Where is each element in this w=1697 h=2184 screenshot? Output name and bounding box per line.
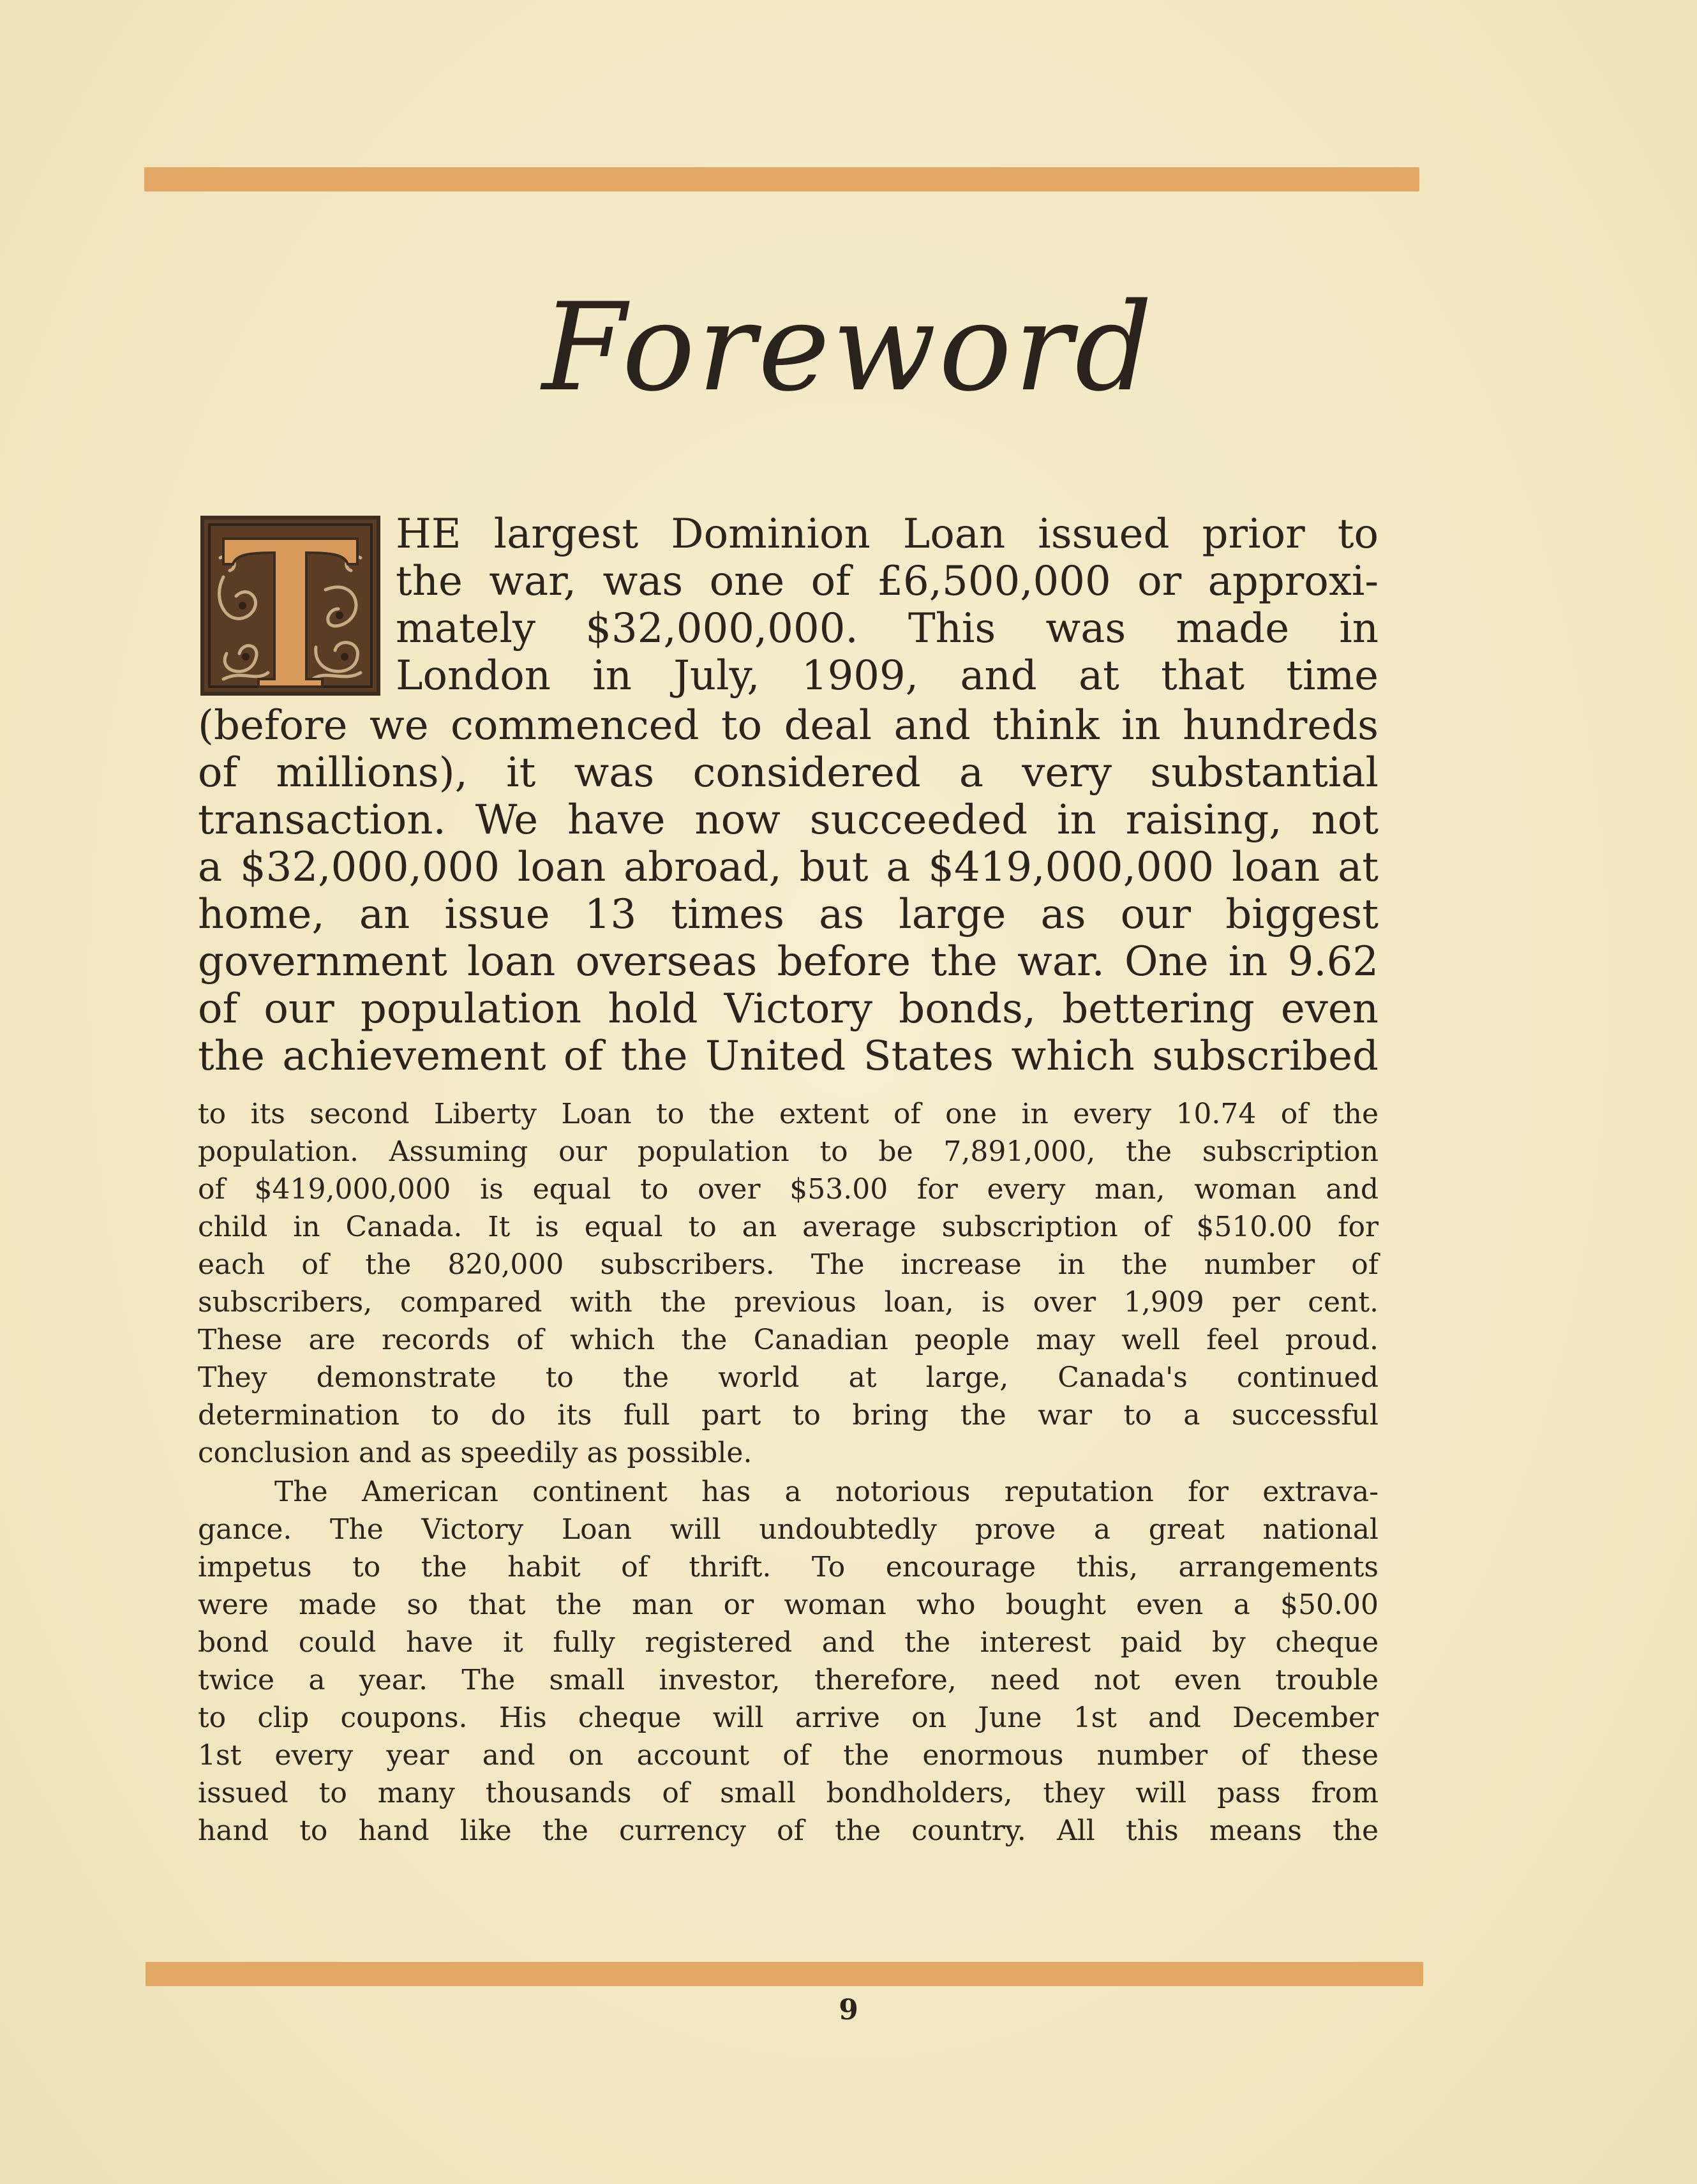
text-line: twice a year. The small investor, therefore, need not even trouble	[198, 1664, 1379, 1696]
text-line: They demonstrate to the world at large, Canada's continued	[198, 1361, 1379, 1394]
text-line: The American continent has a notorious reputation for extrava-	[274, 1476, 1379, 1508]
lead-paragraph-opening	[396, 511, 1379, 699]
text-line: bond could have it fully registered and the interest paid by cheque	[198, 1626, 1379, 1659]
lead-paragraph-continuation	[198, 702, 1379, 1080]
text-line: government loan overseas before the war. One in 9.62	[198, 938, 1379, 985]
text-line: population. Assuming our population to be 7,891,000, the subscription	[198, 1135, 1379, 1168]
text-line: determination to do its full part to bring the war to a successful	[198, 1399, 1379, 1432]
text-line: hand to hand like the currency of the country. All this means the	[198, 1814, 1379, 1847]
text-line: a $32,000,000 loan abroad, but a $419,000,000 loan at	[198, 844, 1379, 891]
bottom-decorative-rule	[146, 1962, 1423, 1986]
text-line: These are records of which the Canadian people may well feel proud.	[198, 1324, 1379, 1356]
text-line: (before we commenced to deal and think in hundreds	[198, 702, 1379, 749]
text-line: to clip coupons. His cheque will arrive on June 1st and December	[198, 1702, 1379, 1734]
text-line: of millions), it was considered a very substantial	[198, 749, 1379, 797]
ornamental-dropcap	[200, 516, 380, 696]
text-line: child in Canada. It is equal to an average subscription of $510.00 for	[198, 1211, 1379, 1243]
page-title: Foreword	[542, 277, 1155, 418]
text-line: conclusion and as speedily as possible.	[198, 1437, 752, 1469]
page-number: 9	[839, 1994, 858, 2026]
top-decorative-rule	[144, 167, 1419, 191]
text-line: the war, was one of £6,500,000 or approxi-	[396, 558, 1379, 605]
text-line: of $419,000,000 is equal to over $53.00 for every man, woman and	[198, 1173, 1379, 1206]
text-line: subscribers, compared with the previous loan, is over 1,909 per cent.	[198, 1286, 1379, 1319]
body-paragraph-1	[198, 1095, 1379, 1472]
text-line: were made so that the man or woman who bought even a $50.00	[198, 1589, 1379, 1621]
text-line: to its second Liberty Loan to the extent of one in every 10.74 of the	[198, 1098, 1379, 1130]
text-line: transaction. We have now succeeded in raising, not	[198, 797, 1379, 844]
body-paragraph-2	[198, 1473, 1379, 1850]
text-line: the achievement of the United States which subscribed	[198, 1033, 1379, 1080]
text-line: each of the 820,000 subscribers. The increase in the number of	[198, 1248, 1379, 1281]
text-line: home, an issue 13 times as large as our biggest	[198, 891, 1379, 938]
text-line: issued to many thousands of small bondholders, they will pass from	[198, 1777, 1379, 1809]
text-line: mately $32,000,000. This was made in	[396, 605, 1379, 652]
dropcap-ornament-icon	[204, 520, 377, 692]
text-line: London in July, 1909, and at that time	[396, 652, 1379, 699]
text-line: of our population hold Victory bonds, bettering even	[198, 985, 1379, 1033]
text-line: impetus to the habit of thrift. To encourage this, arrangements	[198, 1551, 1379, 1583]
text-line: gance. The Victory Loan will undoubtedly prove a great national	[198, 1513, 1379, 1546]
text-line: 1st every year and on account of the enormous number of these	[198, 1739, 1379, 1772]
text-line: HE largest Dominion Loan issued prior to	[396, 511, 1379, 558]
